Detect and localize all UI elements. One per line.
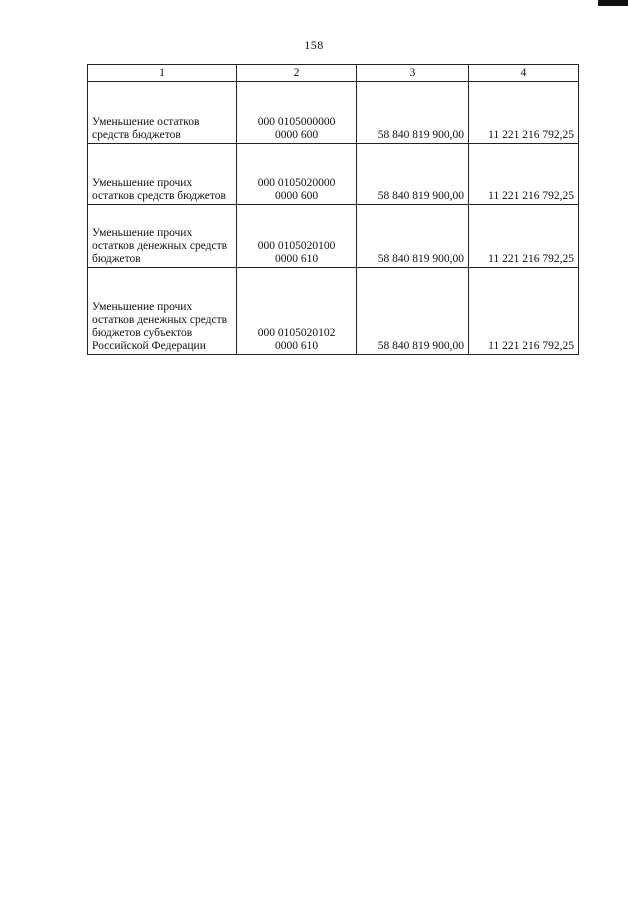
row-name: Уменьшение прочих остатков денежных средств бюджетов субъектов Российской Федерации <box>92 301 228 352</box>
row-code-line2: 0000 600 <box>274 129 319 141</box>
row-code-cell <box>237 268 357 355</box>
row-code-line2: 0000 600 <box>274 190 319 202</box>
table-row <box>88 144 579 205</box>
row-code-line1: 000 0105000000 <box>257 116 336 128</box>
corner-scan-mark <box>598 0 628 6</box>
row-value-col4: 11 221 216 792,25 <box>469 268 579 355</box>
row-code-line1: 000 0105020000 <box>257 177 336 189</box>
row-name-cell <box>88 144 237 205</box>
row-value-col4: 11 221 216 792,25 <box>469 82 579 144</box>
row-value-col4: 11 221 216 792,25 <box>469 205 579 268</box>
row-code-line1: 000 0105020100 <box>257 240 336 252</box>
row-value-col4: 11 221 216 792,25 <box>469 144 579 205</box>
row-code-line2: 0000 610 <box>274 340 319 352</box>
row-name: Уменьшение остатков средств бюджетов <box>92 116 200 141</box>
row-value-col3: 58 840 819 900,00 <box>357 82 469 144</box>
column-header-3: 3 <box>357 65 469 82</box>
column-header-2: 2 <box>237 65 357 82</box>
row-code-cell <box>237 144 357 205</box>
row-code-cell <box>237 205 357 268</box>
row-value-col3: 58 840 819 900,00 <box>357 144 469 205</box>
table-row <box>88 82 579 144</box>
row-name: Уменьшение прочих остатков денежных средств бюджетов <box>92 227 228 265</box>
row-code-line2: 0000 610 <box>274 253 319 265</box>
page-number: 158 <box>304 38 324 52</box>
row-name-cell <box>88 268 237 355</box>
row-code-cell <box>237 82 357 144</box>
column-header-1: 1 <box>88 65 237 82</box>
row-value-col3: 58 840 819 900,00 <box>357 205 469 268</box>
row-value-col3: 58 840 819 900,00 <box>357 268 469 355</box>
column-header-4: 4 <box>469 65 579 82</box>
row-name-cell <box>88 205 237 268</box>
row-code-line1: 000 0105020102 <box>257 327 336 339</box>
table-row <box>88 268 579 355</box>
row-name: Уменьшение прочих остатков средств бюджетов <box>92 177 226 202</box>
table-header-row <box>88 65 579 82</box>
budget-table <box>87 64 579 355</box>
row-name-cell <box>88 82 237 144</box>
table-row <box>88 205 579 268</box>
